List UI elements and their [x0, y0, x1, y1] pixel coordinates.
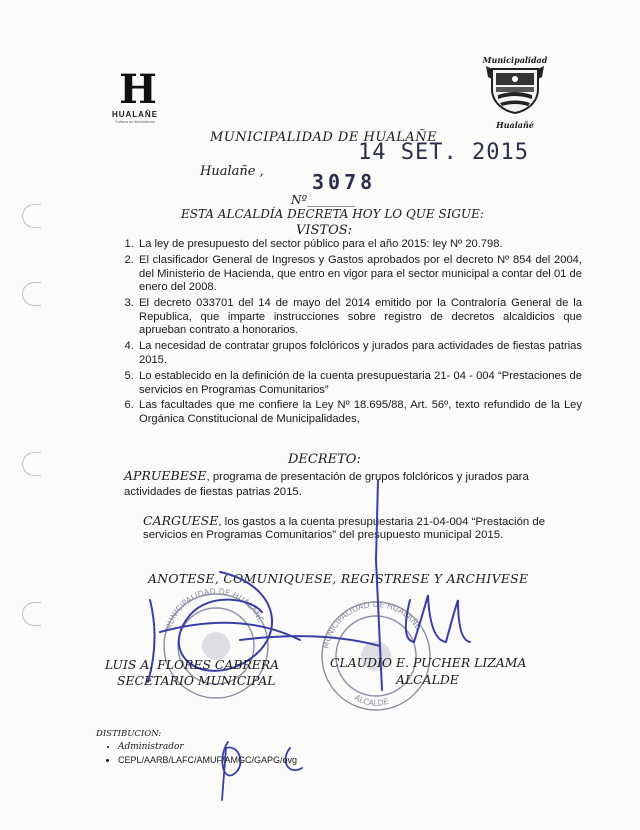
crest-caption-bottom: Hualañé: [496, 120, 534, 130]
page-title: MUNICIPALIDAD DE HUALAÑE: [210, 130, 438, 145]
apruebese-keyword: APRUEBESE: [124, 468, 207, 483]
carguese-text: , los gastos a la cuenta presupuestaria 21-04-004 “Prestación de servicios en Programas Comunitarios” del presupuesto municipal 2015.: [143, 516, 546, 542]
number-line: Nº________: [291, 193, 356, 207]
list-item: 3. El decreto 033701 del 14 de mayo del 2014 emitido por la Contraloría General de la Republica, que imparte instrucciones sobre registro de decretos alcaldicios que aprueban contrato a honorarios.: [137, 297, 582, 338]
apruebese-text: , programa de presentación de grupos folclóricos y jurados para actividades de fiestas patrias 2015.: [124, 471, 529, 498]
crest-caption-top: Municipalidad: [482, 55, 548, 65]
vistos-title: VISTOS:: [296, 223, 353, 238]
logo-name: HUALAÑE: [111, 110, 159, 119]
carguese-keyword: CARGUESE: [143, 513, 219, 528]
logo-tagline: Cultura en Movimiento: [114, 119, 156, 124]
distribution-list: [100, 741, 297, 767]
list-item: • Administrador: [118, 741, 297, 754]
secretary-name: LUIS A. FLORES CABRERA: [105, 657, 280, 672]
list-item: 5. Lo establecido en la definición de la cuenta presupuestaria 21- 04 - 004 “Prestaciones de servicios en Programas Comunitarios”: [137, 370, 582, 397]
mayor-title: ALCALDE: [396, 672, 459, 687]
list-item: 4. La necesidad de contratar grupos folclóricos y jurados para actividades de fiestas patrias 2015.: [137, 340, 582, 367]
logo-mark: H: [119, 66, 151, 113]
secretary-title: SECETARIO MUNICIPAL: [117, 673, 276, 688]
list-item: 2. El clasificador General de Ingresos y Gastos aprobados por el decreto Nº 854 del 2004, del Ministerio de Hacienda, que entro en vigor para el sector municipal a contar del 01 de enero del 2008.: [137, 254, 582, 295]
intro-line: ESTA ALCALDÍA DECRETA HOY LO QUE SIGUE:: [181, 207, 484, 221]
seal-left-text: MUNICIPALIDAD DE HUALAÑE: [163, 586, 266, 632]
list-item: 1. La ley de presupuesto del sector público para el año 2015: ley Nº 20.798.: [137, 238, 582, 252]
list-item: 6. Las facultades que me confiere la Ley Nº 18.695/88, Art. 56º, texto refundido de la Ley Orgánica Constitucional de Municipalidades,: [137, 399, 582, 426]
decree-number-stamp: 3078: [312, 170, 377, 194]
mayor-name: CLAUDIO E. PUCHER LIZAMA: [330, 655, 527, 670]
closing-line: ANOTESE, COMUNIQUESE, REGISTRESE Y ARCHIVESE: [148, 571, 529, 586]
date-stamp: 14 SET. 2015: [358, 140, 529, 165]
place-line: Hualañe ,: [200, 164, 264, 179]
list-item: • CEPL/AARB/LAFC/AMUF/AMGC/GAPG/ovg: [118, 754, 297, 767]
distribution-title: DISTIBUCION:: [96, 729, 162, 739]
seal-right-text: MUNICIPALIDAD DE HUALAÑE: [321, 599, 423, 650]
seal-right-bottom-text: ALCALDE: [352, 692, 390, 708]
decreto-title: DECRETO:: [288, 452, 361, 467]
